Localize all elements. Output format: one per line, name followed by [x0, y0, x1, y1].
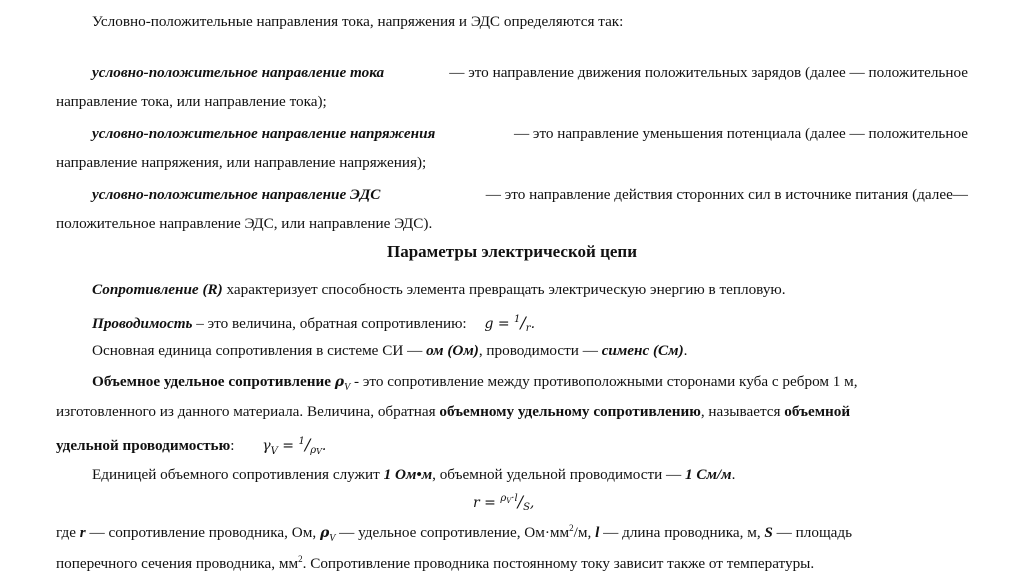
volume-resistivity-line2: [56, 402, 850, 422]
units-text1: Основная единица сопротивления в системе СИ —: [92, 342, 427, 359]
where-r: r: [79, 524, 86, 542]
section-title: Параметры электрической цепи: [387, 242, 637, 261]
unit-siemens: сименс (См): [601, 342, 684, 359]
units-paragraph: [92, 341, 687, 361]
unit-ohm: ом (Ом): [426, 342, 479, 359]
vr-line2d: объемной: [784, 403, 851, 420]
volume-resistivity-line3: [56, 432, 326, 462]
units-text2: , проводимости —: [478, 342, 602, 359]
conductivity-formula: $\gamma_V = ^1/_{\rho V}$.: [262, 435, 327, 457]
def-current-term: условно-положительное направление тока: [92, 64, 385, 81]
where-rho: ρ: [319, 525, 330, 542]
def-emf-term: условно-положительное направление ЭДС: [92, 186, 381, 203]
def-voltage-text: — это направление уменьшения потенциала (далее — положительное: [513, 125, 968, 142]
volume-resistivity-text: - это сопротивление между противоположными сторонами куба с ребром 1 м,: [350, 373, 858, 390]
where-sup: 2: [569, 523, 574, 533]
vr-line2c: , называется: [700, 403, 785, 420]
def-current-line1: [92, 63, 968, 83]
rho-subscript: V: [344, 382, 351, 394]
formula-end: .: [321, 438, 327, 454]
where-S: S: [764, 524, 773, 542]
unit-ohm-meter: 1 Ом•м: [383, 466, 433, 483]
where-a4: /м,: [573, 524, 596, 542]
formula-r-end: ,: [529, 495, 535, 511]
resistance-term: Сопротивление (R): [92, 281, 223, 298]
unit-siemens-per-meter: 1 См/м: [685, 466, 732, 483]
formula-denominator-sub: V: [316, 446, 322, 456]
volume-resistivity-term: Объемное удельное сопротивление: [92, 373, 335, 390]
unit-line-text2: , объемной удельной проводимости —: [432, 466, 685, 483]
last-line: [56, 549, 814, 574]
vr-line3a: удельной проводимостью: [56, 437, 231, 454]
vr-line3b: :: [230, 437, 235, 454]
volume-resistivity-line1: [92, 372, 858, 398]
formula-r-lhs: r =: [473, 495, 501, 511]
vr-line2a: изготовленного из данного материала. Величина, обратная: [56, 403, 440, 420]
formula-numerator: 1: [298, 436, 305, 447]
def-voltage-line1: [92, 124, 968, 144]
where-l: l: [595, 524, 600, 542]
def-emf-text: — это направление действия сторонних сил в источнике питания (далее—: [485, 186, 968, 203]
where-a3: — удельное сопротивление, Ом·мм: [335, 524, 570, 542]
resistance-formula: $r = ^\rho_V^{\cdot l}/_S$,: [473, 492, 535, 513]
where-rho-sub: V: [329, 533, 336, 545]
where-a1: где: [56, 524, 80, 542]
intro-paragraph: Условно-положительные направления тока, напряжения и ЭДС определяются так:: [92, 13, 624, 30]
formula-r-denominator: S: [523, 502, 530, 513]
vr-line2b: объемному удельному сопротивлению: [439, 403, 701, 420]
formula-lhs: g =: [484, 316, 515, 332]
formula-eq: =: [277, 438, 299, 454]
last-line-t1: поперечного сечения проводника, мм: [56, 555, 299, 573]
where-a6: — площадь: [772, 524, 853, 542]
formula-numerator: 1: [514, 314, 521, 325]
gamma-symbol: γ: [262, 438, 271, 454]
def-current-text: — это направление движения положительных зарядов (далее — положительное: [449, 64, 968, 81]
def-emf-line2: положительное направление ЭДС, или направление ЭДС).: [56, 215, 433, 232]
where-a2: — сопротивление проводника, Ом,: [85, 524, 320, 542]
where-a5: — длина проводника, м,: [599, 524, 765, 542]
formula-denominator: ρ: [310, 445, 317, 456]
gamma-subscript: V: [270, 445, 278, 457]
last-line-t2: . Сопротивление проводника постоянному току зависит также от температуры.: [302, 555, 815, 573]
resistance-text: характеризует способность элемента превращать электрическую энергию в тепловую.: [222, 281, 786, 298]
def-current-line2: направление тока, или направление тока);: [56, 93, 327, 110]
def-emf-line1: [92, 185, 968, 205]
unit-line-text1: Единицей объемного сопротивления служит: [92, 466, 384, 483]
units-text3: .: [683, 342, 688, 359]
where-line: [56, 518, 852, 549]
formula-r-numerator-sub: V: [506, 497, 512, 505]
resistance-paragraph: [92, 280, 786, 300]
conductance-text: – это величина, обратная сопротивлению:: [192, 315, 467, 332]
formula-end: .: [530, 316, 536, 332]
formula-denominator: r: [525, 323, 531, 334]
def-voltage-term: условно-положительное направление напряжения: [92, 125, 436, 142]
unit-line-text3: .: [731, 466, 736, 483]
rho-symbol: ρ: [334, 374, 345, 390]
formula-r-numerator-rest: ·l: [511, 493, 518, 504]
conductance-term: Проводимость: [92, 315, 193, 332]
conductance-paragraph: [92, 310, 535, 339]
def-voltage-line2: направление напряжения, или направление напряжения);: [56, 154, 427, 171]
formula-r-numerator: ρ: [500, 493, 507, 504]
conductance-formula: $g = ^1/_r$.: [484, 313, 536, 334]
unit-line: [92, 465, 735, 485]
last-line-sup: 2: [298, 554, 303, 564]
